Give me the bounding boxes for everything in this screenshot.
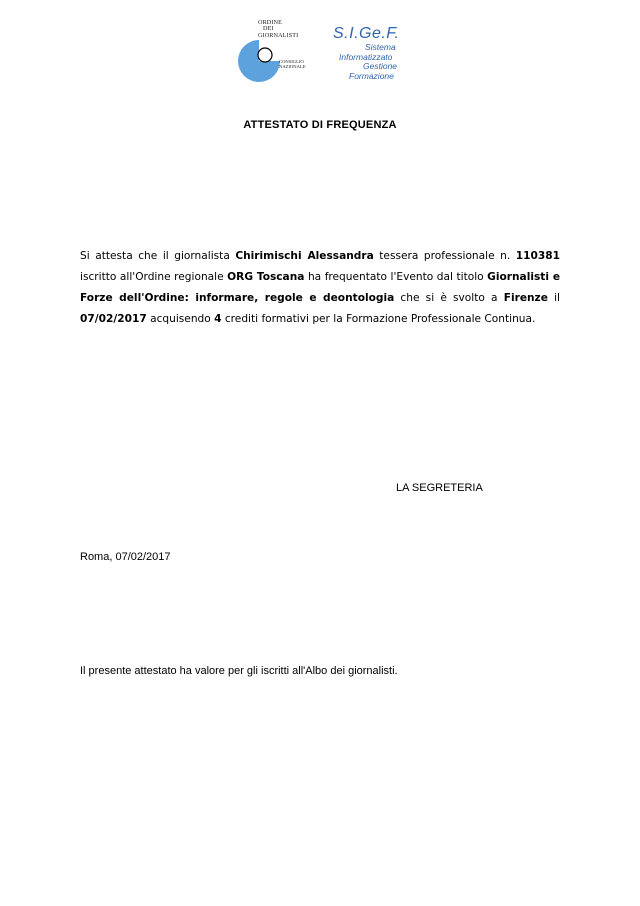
body-text: che si è svolto a: [394, 292, 504, 304]
odg-logo-line: DEI: [263, 25, 274, 33]
odg-circle-icon: [236, 38, 282, 84]
event-date: 07/02/2017: [80, 313, 147, 325]
sigef-line: Sistema: [365, 42, 396, 52]
footer-note: Il presente attestato ha valore per gli iscritti all'Albo dei giornalisti.: [80, 665, 398, 677]
body-text: ha frequentato l'Evento dal titolo: [304, 271, 488, 283]
event-title: Giornalisti e Forze dell'Ordine: informare, regole e deontologia: [80, 271, 560, 304]
odg-logo-side-line: NAZIONALE: [279, 64, 306, 69]
signature-label: LA SEGRETERIA: [396, 482, 483, 494]
body-text: acquisendo: [146, 313, 215, 325]
body-text: crediti formativi per la Formazione Professionale Continua.: [221, 313, 536, 325]
odg-logo: [236, 20, 308, 82]
place-date: Roma, 07/02/2017: [80, 551, 171, 563]
sigef-line: Informatizzato: [339, 51, 393, 62]
odg-logo-side-text: [279, 59, 319, 69]
sigef-logo: [333, 25, 423, 81]
regional-order: ORG Toscana: [227, 271, 305, 283]
body-text: tessera professionale n.: [373, 250, 516, 262]
odg-logo-top-text: [258, 20, 318, 39]
sigef-title: S.I.Ge.F.: [333, 25, 400, 42]
journalist-name: Chirimischi Alessandra: [235, 250, 374, 262]
body-text: iscritto all'Ordine regionale: [80, 271, 228, 283]
card-number: 110381: [515, 250, 560, 262]
odg-logo-side-line: CONSIGLIO: [279, 59, 304, 64]
body-text: il: [547, 292, 560, 304]
event-city: Firenze: [503, 292, 548, 304]
odg-logo-line: ORDINE: [258, 19, 282, 26]
document-title: ATTESTATO DI FREQUENZA: [243, 119, 397, 131]
attestation-body: [80, 246, 560, 330]
sigef-line: Gestione: [363, 61, 398, 71]
sigef-line: Formazione: [349, 70, 394, 81]
credits-count: 4: [214, 313, 222, 325]
odg-logo-line: GIORNALISTI: [258, 31, 299, 39]
body-text: Si attesta che il giornalista: [80, 250, 236, 262]
